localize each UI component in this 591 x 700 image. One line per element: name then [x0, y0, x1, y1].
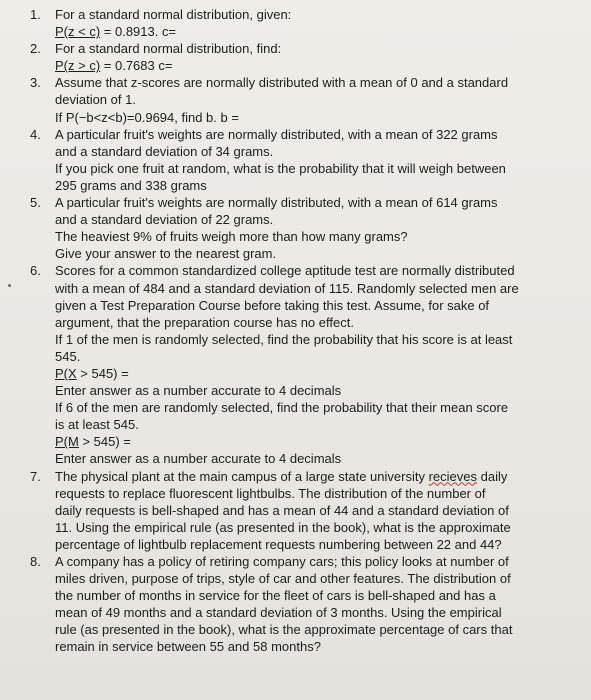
problem-list: [30, 6, 581, 656]
problem-line: is at least 545.: [55, 417, 139, 433]
problem-number: 1.: [30, 7, 41, 22]
problem-line: [55, 365, 581, 382]
line-text: The physical plant at the main campus of a large state university: [55, 468, 429, 484]
problem-line: For a standard normal distribution, given:: [55, 7, 292, 22]
problem-number: 7.: [30, 468, 41, 484]
probability-expression: P(z < c): [55, 24, 101, 40]
problem-line: given a Test Preparation Course before taking this test. Assume, for sake of: [55, 297, 490, 313]
answer-prompt: > 545) =: [78, 434, 131, 450]
problem-number: 8.: [30, 554, 41, 569]
probability-expression: P(z > c): [55, 58, 101, 74]
problem-line: If P(−b<z<b)=0.9694, find b. b =: [55, 109, 239, 125]
problem-number: 3.: [30, 75, 41, 91]
problem-item: [30, 74, 581, 125]
problem-line: A company has a policy of retiring company cars; this policy looks at number of: [55, 554, 509, 569]
problem-item: [30, 468, 581, 553]
problem-line: The heaviest 9% of fruits weigh more than how many grams?: [55, 229, 408, 245]
problem-line: If you pick one fruit at random, what is the probability that it will weigh between: [55, 160, 506, 176]
probability-expression: P(M: [55, 434, 79, 450]
problem-line: For a standard normal distribution, find:: [55, 41, 282, 57]
answer-prompt: > 545) =: [76, 365, 129, 381]
problem-line: and a standard deviation of 22 grams.: [55, 212, 274, 228]
problem-number: 5.: [30, 195, 41, 211]
stray-dot: [8, 284, 11, 287]
probability-expression: P(X: [55, 365, 77, 381]
problem-line: Enter answer as a number accurate to 4 decimals: [55, 383, 342, 399]
problem-line: Assume that z-scores are normally distributed with a mean of 0 and a standard: [55, 75, 509, 91]
problem-line: remain in service between 55 and 58 months?: [55, 639, 321, 655]
problem-item: [30, 262, 581, 467]
problem-line: If 6 of the men are randomly selected, find the probability that their mean score: [55, 400, 509, 416]
problem-line: Scores for a common standardized college aptitude test are normally distributed: [55, 263, 515, 279]
problem-line: deviation of 1.: [55, 92, 136, 108]
problem-line: [55, 468, 581, 485]
problem-line: requests to replace fluorescent lightbulbs. The distribution of the number of: [55, 485, 486, 501]
problem-line: Enter answer as a number accurate to 4 decimals: [55, 451, 342, 467]
problem-line: the number of months in service for the fleet of cars is bell-shaped and has a: [55, 588, 496, 604]
line-text: daily: [477, 468, 508, 484]
problem-line: 295 grams and 338 grams: [55, 177, 207, 193]
problem-line: miles driven, purpose of trips, style of car and other features. The distribution of: [55, 571, 511, 587]
problem-line: If 1 of the men is randomly selected, find the probability that his score is at least: [55, 331, 513, 347]
problem-line: A particular fruit's weights are normally distributed, with a mean of 322 grams: [55, 126, 498, 142]
problem-line: [55, 57, 581, 74]
problem-item: [30, 126, 581, 194]
problem-line: mean of 49 months and a standard deviation of 3 months. Using the empirical: [55, 605, 502, 621]
problem-line: 11. Using the empirical rule (as presented in the book), what is the approximate: [55, 519, 511, 535]
problem-number: 4.: [30, 126, 41, 142]
problem-number: 6.: [30, 263, 41, 279]
problem-line: 545.: [55, 348, 81, 364]
spellcheck-word: recieves: [428, 468, 478, 484]
problem-line: Give your answer to the nearest gram.: [55, 246, 277, 262]
answer-prompt: = 0.7683 c=: [100, 58, 173, 74]
problem-line: daily requests is bell-shaped and has a mean of 44 and a standard deviation of: [55, 502, 509, 518]
problem-item: [30, 194, 581, 262]
problem-line: argument, that the preparation course has no effect.: [55, 314, 354, 330]
problem-line: percentage of lightbulb replacement requests numbering between 22 and 44?: [55, 536, 502, 552]
problem-line: and a standard deviation of 34 grams.: [55, 143, 274, 159]
answer-prompt: = 0.8913. c=: [100, 24, 177, 40]
problem-line: [55, 23, 581, 40]
problem-line: with a mean of 484 and a standard deviation of 115. Randomly selected men are: [55, 280, 519, 296]
problem-number: 2.: [30, 41, 41, 57]
problem-line: rule (as presented in the book), what is the approximate percentage of cars that: [55, 622, 513, 638]
problem-item: [30, 40, 581, 74]
problem-item: [30, 553, 581, 656]
problem-line: A particular fruit's weights are normally distributed, with a mean of 614 grams: [55, 195, 498, 211]
problem-item: [30, 6, 581, 40]
problem-line: [55, 433, 581, 450]
